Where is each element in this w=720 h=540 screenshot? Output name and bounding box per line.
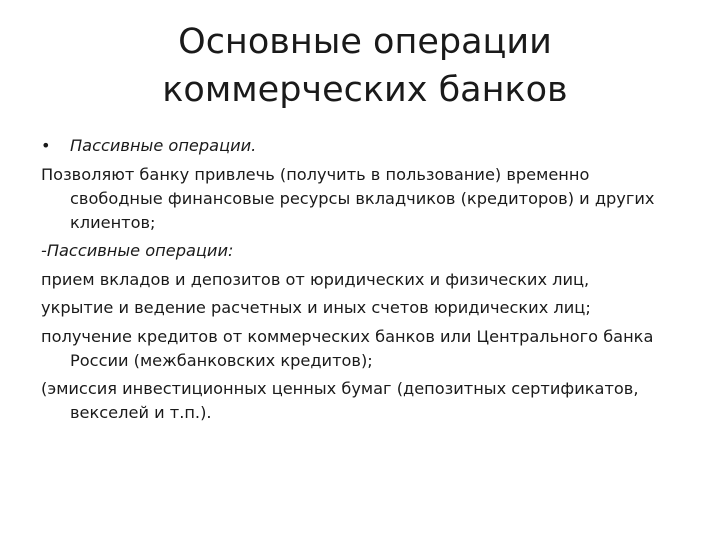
paragraph-securities: (эмиссия инвестиционных ценных бумаг (депозитных сертификатов, векселей и т.п.). xyxy=(41,379,639,422)
slide-title-line-2: коммерческих банков xyxy=(162,70,568,110)
paragraph-subheading: -Пассивные операции: xyxy=(41,241,234,260)
paragraph-deposits: прием вкладов и депозитов от юридических и физических лиц, xyxy=(41,269,590,289)
paragraph-accounts: укрытие и ведение расчетных и иных счетов юридических лиц; xyxy=(41,298,591,317)
slide-body xyxy=(41,134,681,430)
bullet-text: Пассивные операции. xyxy=(70,136,257,155)
paragraph-description: Позволяют банку привлечь (получить в пользование) временно свободные финансовые ресурсы вкладчиков (кредиторов) и других клиентов; xyxy=(41,164,655,232)
slide-title-line-1: Основные операции xyxy=(178,22,552,62)
bullet-item xyxy=(41,134,681,158)
bullet-marker: • xyxy=(41,136,51,155)
paragraph-credits: получение кредитов от коммерческих банков или Центрального банка России (межбанковских кредитов); xyxy=(41,326,654,370)
slide-title xyxy=(0,18,720,114)
